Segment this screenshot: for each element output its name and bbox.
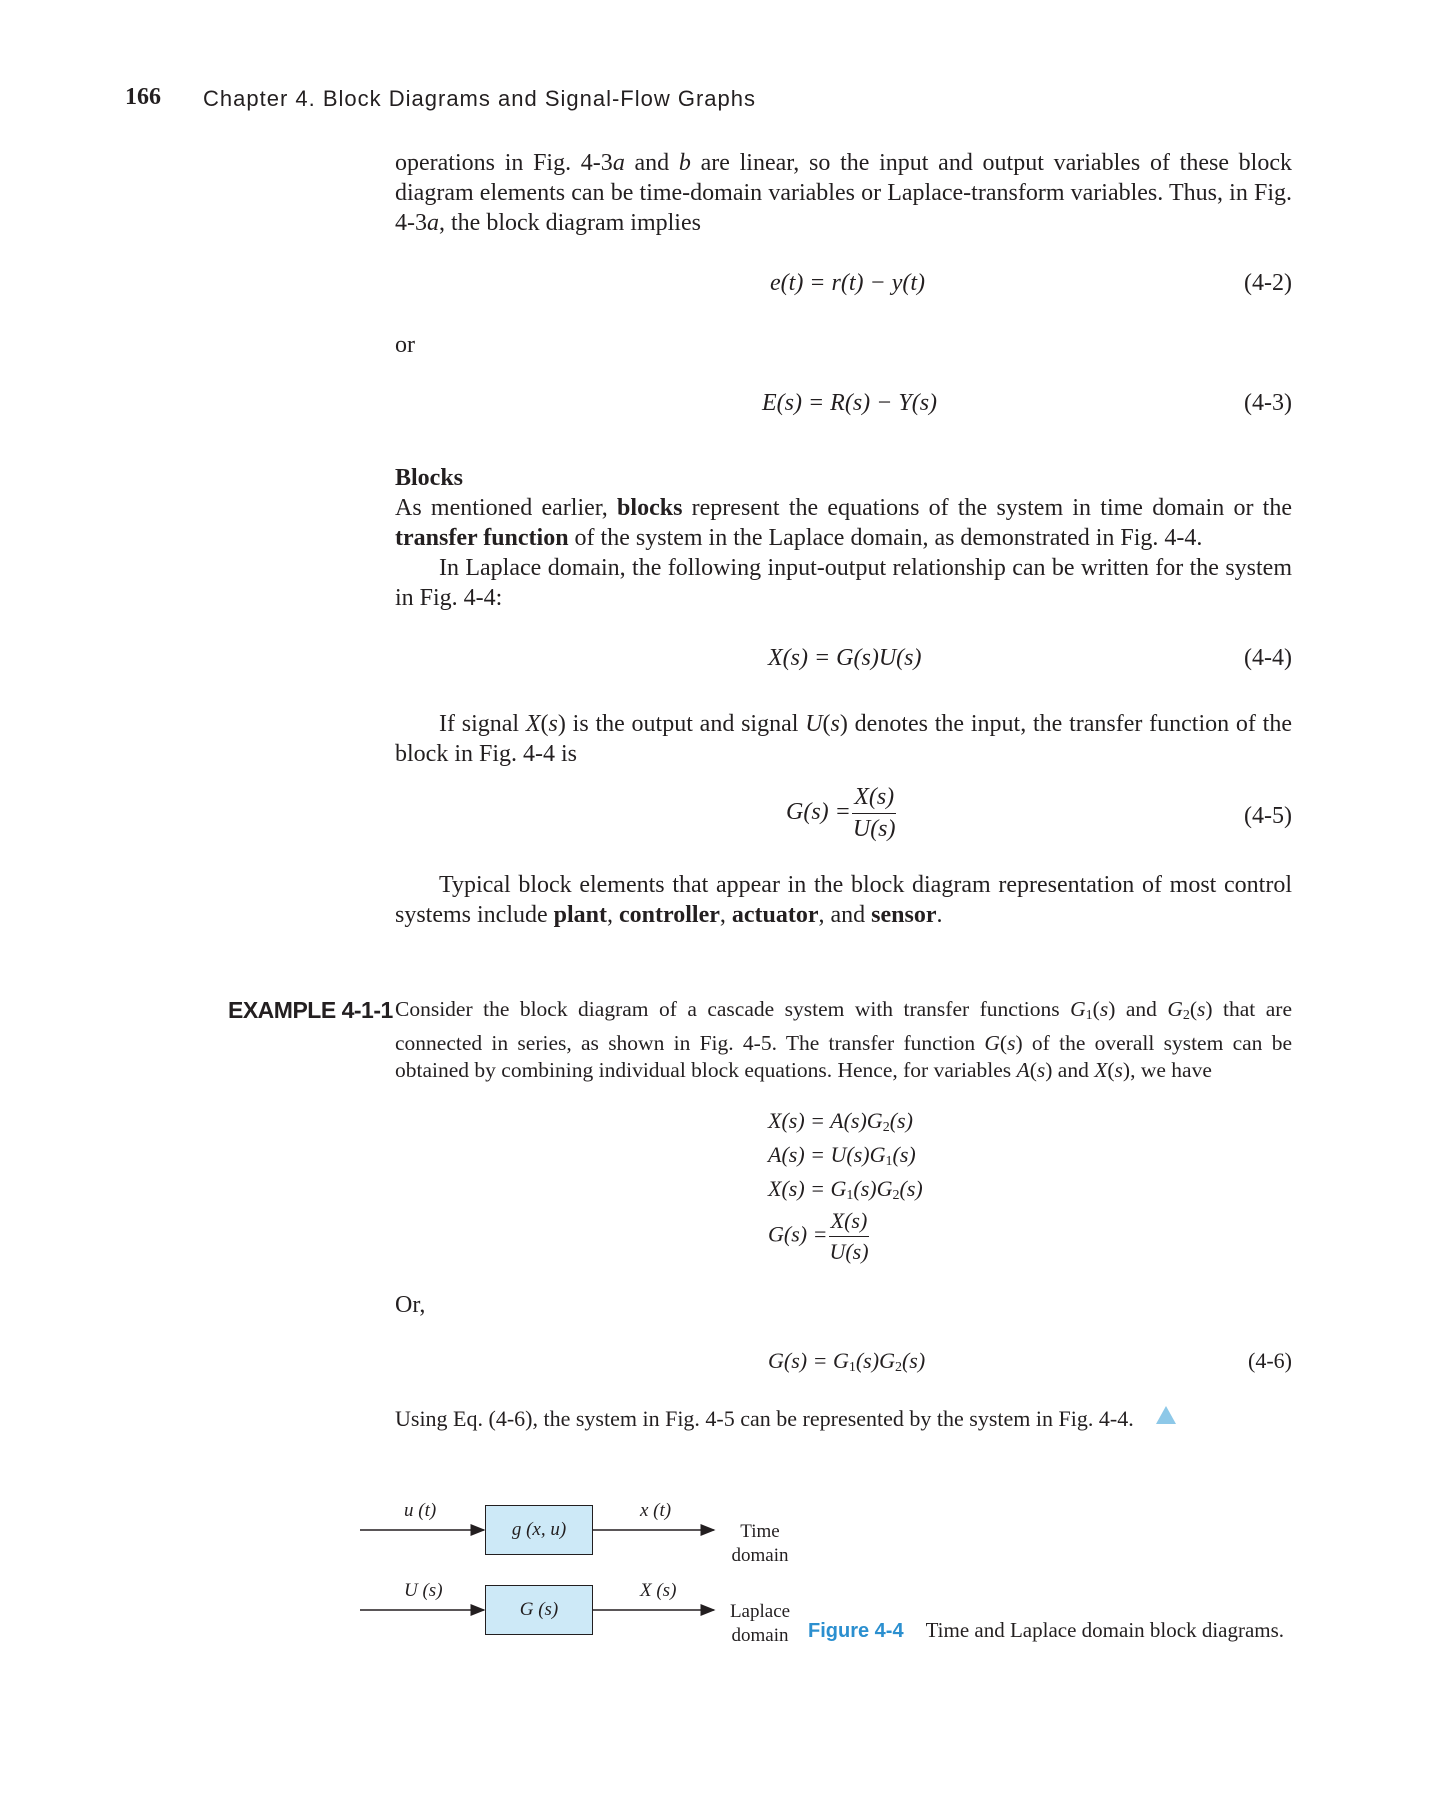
equation-4-3: E(s) = R(s) − Y(s) <box>762 390 938 416</box>
example-closing: Using Eq. (4-6), the system in Fig. 4-5 can be represented by the system in Fig. 4-4. <box>395 1406 1134 1431</box>
bottom-block-G-s: G (s) <box>485 1585 593 1635</box>
figure-caption <box>808 1618 1284 1643</box>
blocks-paragraph: As mentioned earlier, blocks represent the equations of the system in time domain or the transfer function of the system in the Laplace domain, as demonstrated in Fig. 4-4. <box>395 495 1292 551</box>
top-block-g-xu: g (x, u) <box>485 1505 593 1555</box>
laplace-domain-label: Laplace domain <box>729 1601 791 1646</box>
example-eq-1: $X(s) = A(s)G_2(s)$ <box>768 1108 913 1135</box>
equation-number: (4-2) <box>1244 270 1292 296</box>
figure-label: Figure 4-4 <box>808 1620 904 1642</box>
example-eq-4: G(s) = $\frac{X(s)}{U(s)}$ <box>768 1208 869 1264</box>
example-paragraph: Consider the block diagram of a cascade system with transfer functions $G_1(s)$ and $G_2(s)$ that are connected in series, as shown in Fig. 4-5. The transfer function G(s) of the overall system can be obtained by combining individual block equations. Hence, for variables A(s) and X(s), we have <box>395 997 1292 1082</box>
section-heading-blocks: Blocks <box>395 465 464 491</box>
top-input-label: u (t) <box>404 1500 437 1521</box>
equation-number: (4-6) <box>1248 1348 1292 1373</box>
chapter-title: Chapter 4. Block Diagrams and Signal-Flow Graphs <box>203 86 757 111</box>
typical-elements-paragraph: Typical block elements that appear in the block diagram representation of most control systems include plant, controller, actuator, and sensor. <box>395 872 1292 928</box>
equation-4-4: X(s) = G(s)U(s) <box>768 645 922 671</box>
example-eq-3: $X(s) = G_1(s)G_2(s)$ <box>768 1176 923 1203</box>
end-of-example-triangle-icon <box>1156 1406 1176 1424</box>
example-label: EXAMPLE 4-1-1 <box>228 997 393 1023</box>
bottom-input-label: U (s) <box>404 1580 443 1601</box>
bottom-output-label: X (s) <box>640 1580 677 1601</box>
page-number: 166 <box>125 84 161 110</box>
intro-paragraph: operations in Fig. 4-3a and b are linear, so the input and output variables of these block diagram elements can be time-domain variables or Laplace-transform variables. Thus, in Fig. 4-3a, the block diagram implies <box>395 150 1293 236</box>
equation-number: (4-4) <box>1244 645 1292 671</box>
equation-4-5: G(s) = $\frac{X(s)}{U(s)}$ <box>786 784 896 842</box>
figure-4-4 <box>360 1500 810 1650</box>
time-domain-label: Time domain <box>731 1521 789 1566</box>
equation-4-2: e(t) = r(t) − y(t) <box>770 270 925 296</box>
or-text-example: Or, <box>395 1292 426 1318</box>
equation-number: (4-5) <box>1244 803 1292 829</box>
equation-number: (4-3) <box>1244 390 1292 416</box>
top-output-label: x (t) <box>640 1500 672 1521</box>
example-eq-2: $A(s) = U(s)G_1(s)$ <box>768 1142 916 1169</box>
laplace-paragraph: In Laplace domain, the following input-output relationship can be written for the system in Fig. 4-4: <box>395 555 1292 611</box>
equation-4-6: $G(s) = G_1(s)G_2(s)$ <box>768 1348 926 1375</box>
figure-caption-text: Time and Laplace domain block diagrams. <box>925 1618 1285 1642</box>
signal-paragraph: If signal X(s) is the output and signal U(s) denotes the input, the transfer function of the block in Fig. 4-4 is <box>395 711 1292 767</box>
or-text: or <box>395 332 415 358</box>
